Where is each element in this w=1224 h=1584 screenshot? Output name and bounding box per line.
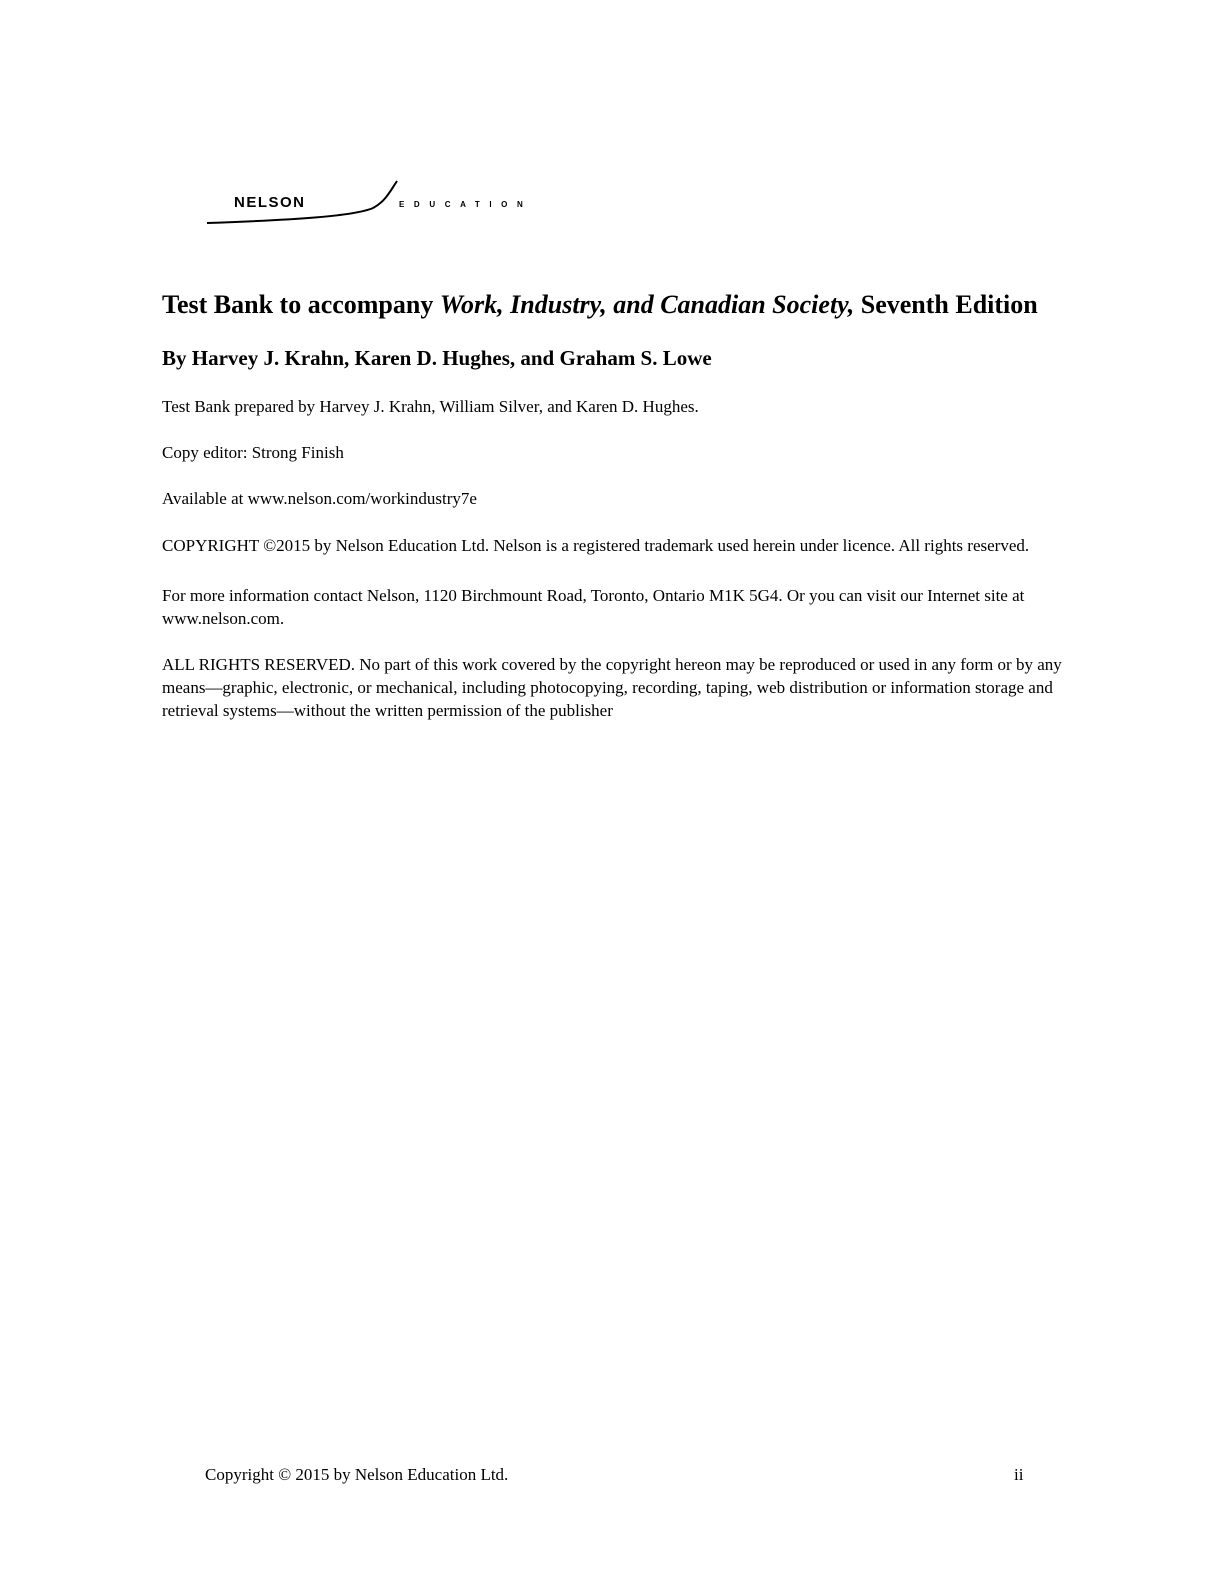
footer-copyright: Copyright © 2015 by Nelson Education Ltd. xyxy=(205,1465,509,1484)
contact-info: For more information contact Nelson, 1120 Birchmount Road, Toronto, Ontario M1K 5G4. Or you can visit our Internet site at www.nelson.com. xyxy=(162,586,1025,628)
logo-subtitle: EDUCATION xyxy=(399,200,533,209)
rights-reserved: ALL RIGHTS RESERVED. No part of this work covered by the copyright hereon may be reproduced or used in any form or by any means—graphic, electronic, or mechanical, including photocopying, recording, taping, web distribution or information storage and retrieval systems—without the written permission of the publisher xyxy=(162,655,1062,720)
availability-url: Available at www.nelson.com/workindustry7e xyxy=(162,489,477,508)
authors-line: By Harvey J. Krahn, Karen D. Hughes, and Graham S. Lowe xyxy=(162,346,712,370)
prepared-by: Test Bank prepared by Harvey J. Krahn, William Silver, and Karen D. Hughes. xyxy=(162,397,699,416)
book-title: Work, Industry, and Canadian Society, xyxy=(439,290,855,319)
page-number: ii xyxy=(1014,1465,1024,1484)
copy-editor: Copy editor: Strong Finish xyxy=(162,443,344,462)
title-suffix: Seventh Edition xyxy=(854,290,1038,319)
title-prefix: Test Bank to accompany xyxy=(162,290,440,319)
copyright-notice: COPYRIGHT ©2015 by Nelson Education Ltd. Nelson is a registered trademark used herein under licence. All rights reserved. xyxy=(162,536,1030,555)
logo-wordmark: NELSON xyxy=(234,194,306,211)
document-title xyxy=(162,289,1062,321)
document-body xyxy=(162,289,1062,722)
publisher-logo xyxy=(205,178,565,230)
